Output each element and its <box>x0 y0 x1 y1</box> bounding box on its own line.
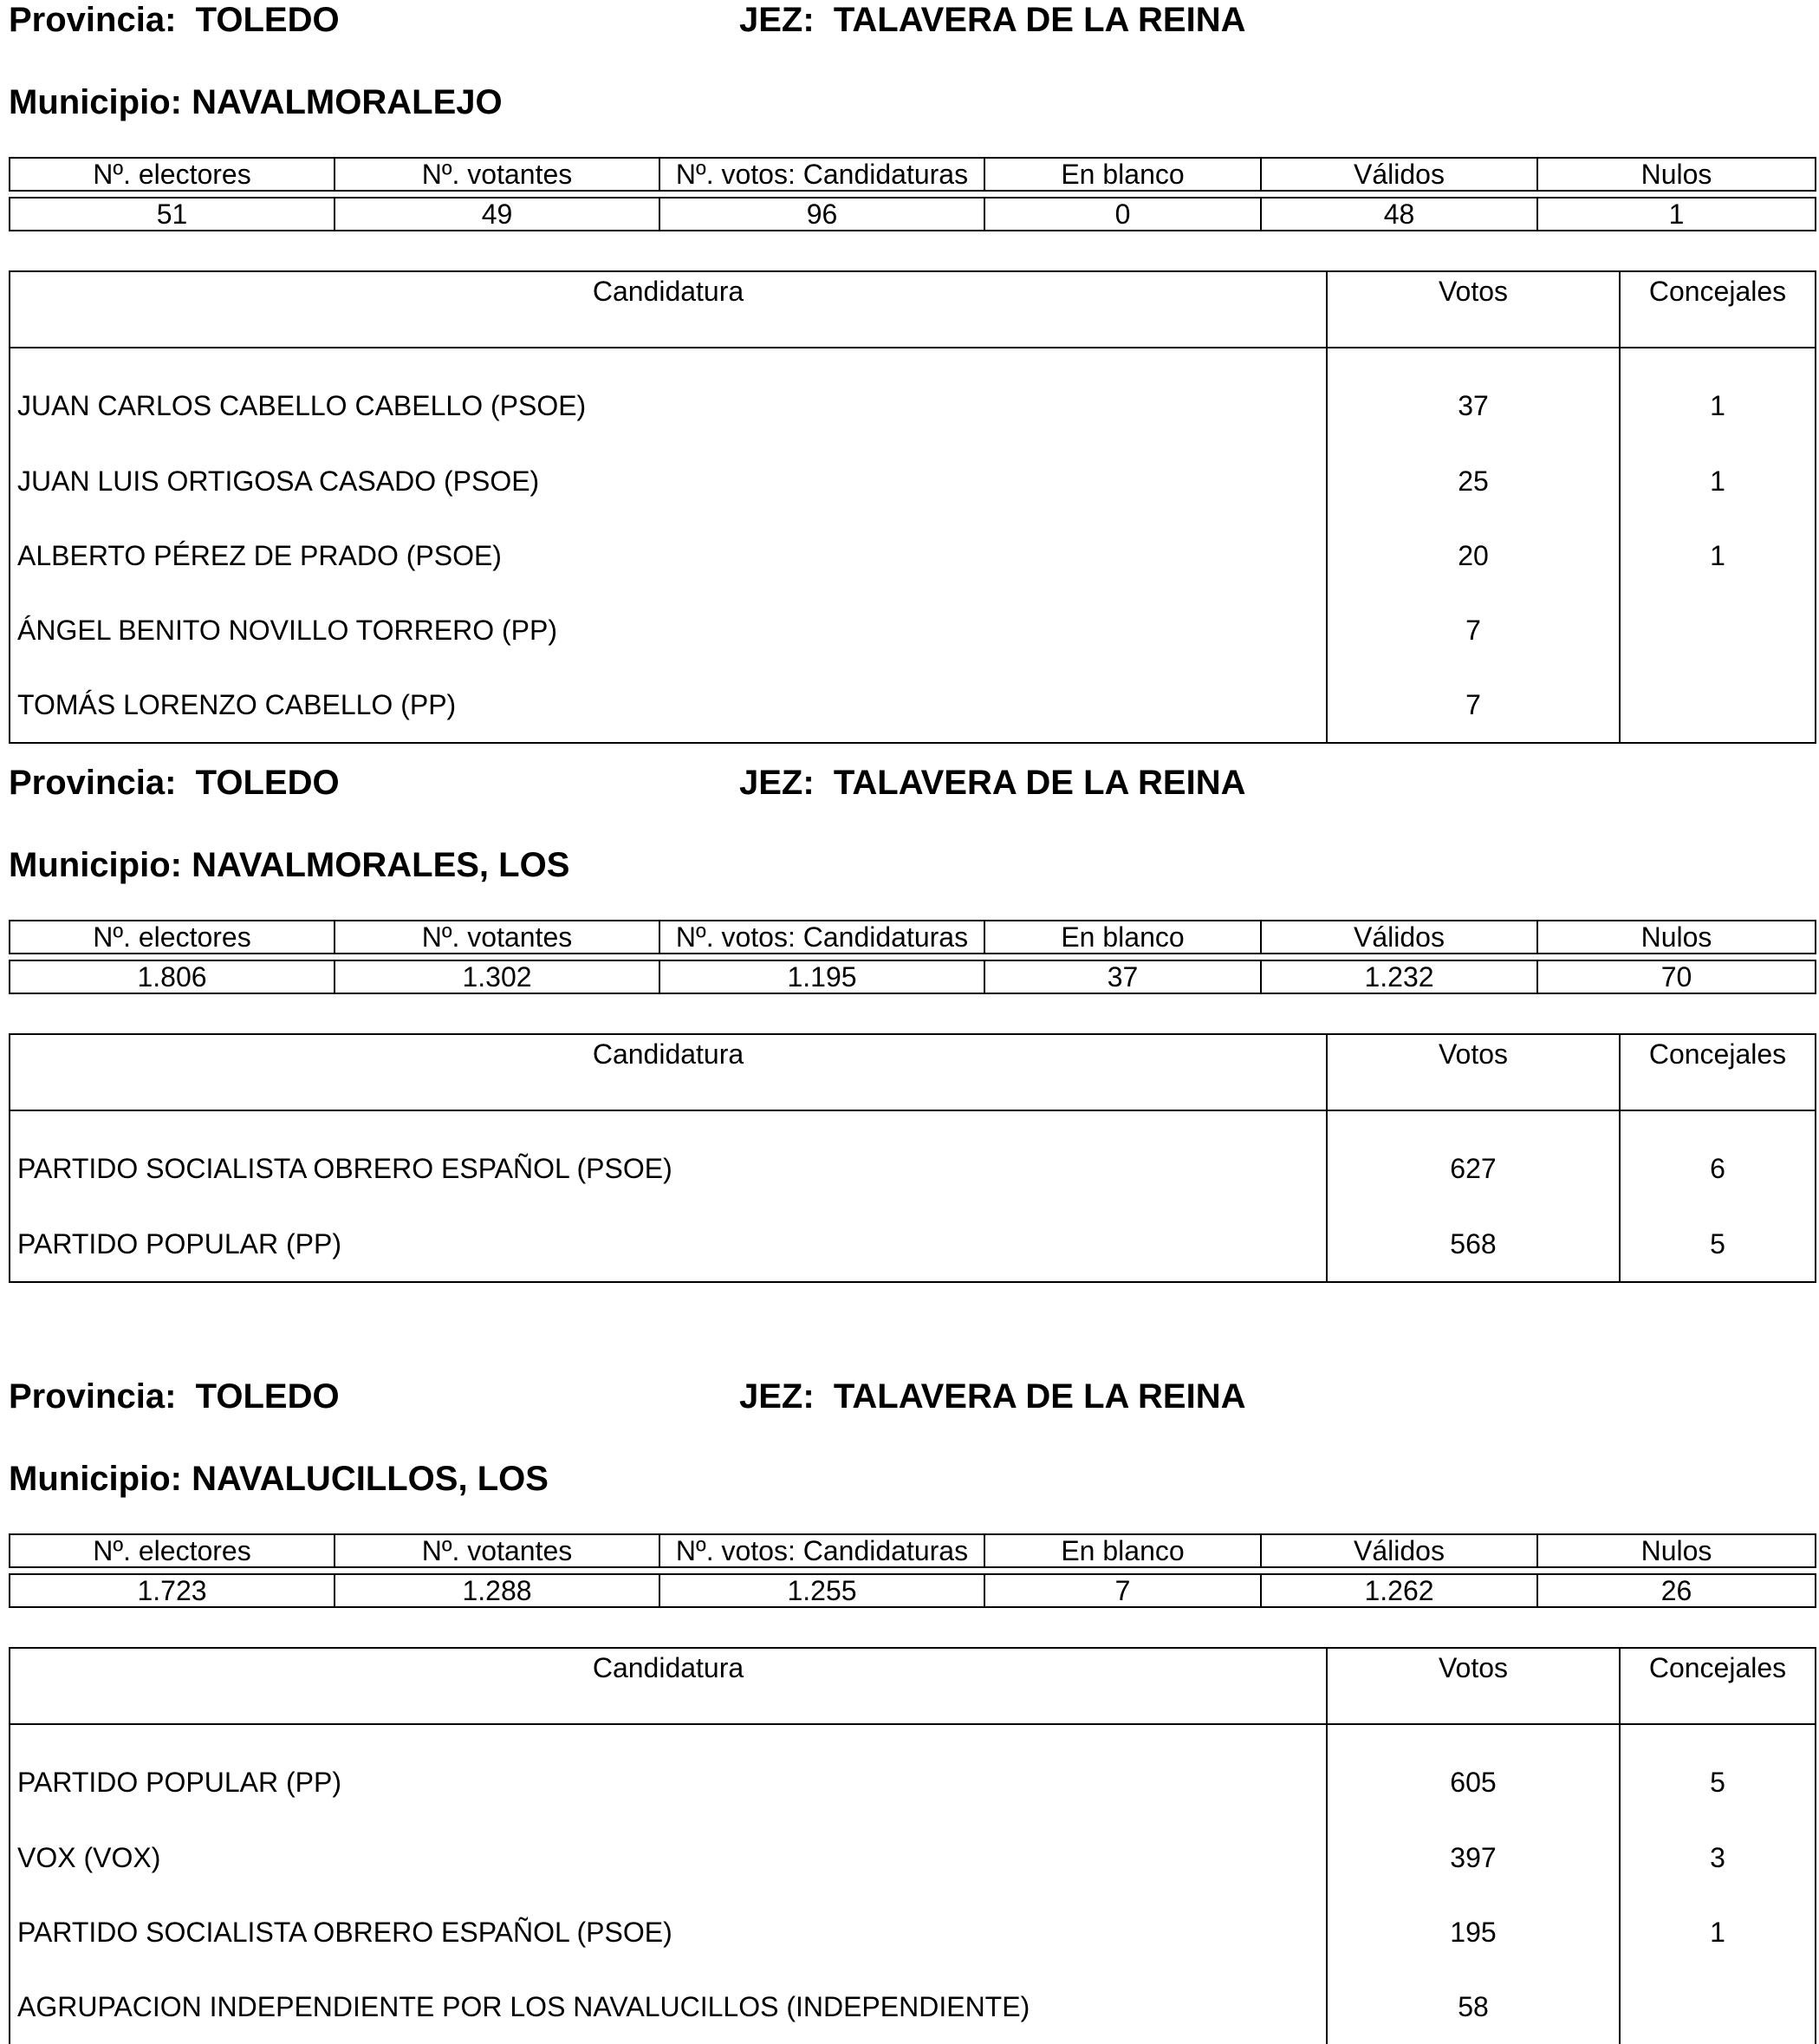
provincia-label: Provincia: <box>9 1 177 39</box>
candidate-votos: 605 <box>1327 1724 1620 1820</box>
candidate-row <box>10 667 1816 743</box>
value-en-blanco: 0 <box>984 198 1261 231</box>
candidate-row <box>10 1110 1816 1207</box>
municipio-value: NAVALMORALEJO <box>192 83 503 121</box>
provincia-label: Provincia: <box>9 1377 177 1416</box>
municipio-label: Municipio: <box>9 1460 182 1498</box>
candidate-votos: 397 <box>1327 1820 1620 1895</box>
header-votos: Votos <box>1327 1034 1620 1110</box>
candidates-header-row <box>10 271 1816 348</box>
candidate-concejales: 1 <box>1620 1895 1816 1969</box>
jez-heading <box>739 0 1245 40</box>
value-electores: 51 <box>10 198 335 231</box>
provincia-value: TOLEDO <box>195 764 340 802</box>
candidate-votos: 195 <box>1327 1895 1620 1969</box>
summary-value-row <box>10 960 1816 993</box>
candidate-votos: 37 <box>1327 348 1620 444</box>
municipio-heading <box>9 82 503 122</box>
gap-cell <box>10 1567 1816 1574</box>
value-nulos: 70 <box>1537 960 1816 993</box>
jez-label: JEZ: <box>739 1 815 39</box>
candidate-concejales: 1 <box>1620 444 1816 518</box>
header-electores: Nº. electores <box>10 921 335 954</box>
candidates-table <box>9 1033 1816 1283</box>
jez-heading <box>739 1377 1245 1416</box>
candidate-name: PARTIDO POPULAR (PP) <box>10 1207 1327 1282</box>
summary-value-row <box>10 198 1816 231</box>
header-votos-candidaturas: Nº. votos: Candidaturas <box>659 921 984 954</box>
candidate-votos: 627 <box>1327 1110 1620 1207</box>
candidate-row <box>10 1895 1816 1969</box>
header-en-blanco: En blanco <box>984 158 1261 191</box>
candidate-concejales: 5 <box>1620 1207 1816 1282</box>
jez-value: TALAVERA DE LA REINA <box>833 1377 1246 1416</box>
municipio-heading <box>9 845 569 885</box>
header-validos: Válidos <box>1261 158 1537 191</box>
value-validos: 1.262 <box>1261 1574 1537 1607</box>
summary-header-row <box>10 921 1816 954</box>
header-votantes: Nº. votantes <box>335 1534 659 1567</box>
candidate-name: TOMÁS LORENZO CABELLO (PP) <box>10 667 1327 743</box>
candidate-name: PARTIDO POPULAR (PP) <box>10 1724 1327 1820</box>
jez-label: JEZ: <box>739 764 815 802</box>
value-validos: 48 <box>1261 198 1537 231</box>
candidate-name: ALBERTO PÉREZ DE PRADO (PSOE) <box>10 518 1327 593</box>
candidate-name: JUAN LUIS ORTIGOSA CASADO (PSOE) <box>10 444 1327 518</box>
jez-label: JEZ: <box>739 1377 815 1416</box>
candidate-votos: 568 <box>1327 1207 1620 1282</box>
header-nulos: Nulos <box>1537 158 1816 191</box>
candidate-row <box>10 1820 1816 1895</box>
provincia-heading <box>9 1377 340 1416</box>
candidates-header-row <box>10 1648 1816 1724</box>
summary-value-row <box>10 1574 1816 1607</box>
candidate-concejales: 6 <box>1620 1110 1816 1207</box>
value-en-blanco: 37 <box>984 960 1261 993</box>
value-votantes: 49 <box>335 198 659 231</box>
candidate-row <box>10 518 1816 593</box>
value-en-blanco: 7 <box>984 1574 1261 1607</box>
value-votos-candidaturas: 96 <box>659 198 984 231</box>
candidate-name: PARTIDO SOCIALISTA OBRERO ESPAÑOL (PSOE) <box>10 1110 1327 1207</box>
provincia-heading <box>9 0 340 40</box>
candidate-concejales: 3 <box>1620 1820 1816 1895</box>
candidates-table <box>9 1647 1816 2044</box>
header-en-blanco: En blanco <box>984 921 1261 954</box>
summary-header-row <box>10 158 1816 191</box>
jez-value: TALAVERA DE LA REINA <box>833 764 1246 802</box>
header-nulos: Nulos <box>1537 1534 1816 1567</box>
row-gap <box>10 954 1816 960</box>
header-validos: Válidos <box>1261 1534 1537 1567</box>
value-nulos: 26 <box>1537 1574 1816 1607</box>
value-electores: 1.723 <box>10 1574 335 1607</box>
candidate-votos: 58 <box>1327 1969 1620 2044</box>
candidate-concejales: 5 <box>1620 1724 1816 1820</box>
value-nulos: 1 <box>1537 198 1816 231</box>
header-candidatura: Candidatura <box>10 1034 1327 1110</box>
candidate-name: JUAN CARLOS CABELLO CABELLO (PSOE) <box>10 348 1327 444</box>
gap-cell <box>10 191 1816 198</box>
header-candidatura: Candidatura <box>10 1648 1327 1724</box>
candidate-name: ÁNGEL BENITO NOVILLO TORRERO (PP) <box>10 593 1327 667</box>
gap-cell <box>10 954 1816 960</box>
candidates-header-row <box>10 1034 1816 1110</box>
summary-header-row <box>10 1534 1816 1567</box>
header-candidatura: Candidatura <box>10 271 1327 348</box>
header-concejales: Concejales <box>1620 271 1816 348</box>
candidate-name: VOX (VOX) <box>10 1820 1327 1895</box>
header-validos: Válidos <box>1261 921 1537 954</box>
candidate-concejales <box>1620 593 1816 667</box>
candidate-row <box>10 593 1816 667</box>
value-votos-candidaturas: 1.255 <box>659 1574 984 1607</box>
header-votos-candidaturas: Nº. votos: Candidaturas <box>659 158 984 191</box>
candidate-row <box>10 1724 1816 1820</box>
municipio-value: NAVALMORALES, LOS <box>192 846 570 884</box>
header-concejales: Concejales <box>1620 1034 1816 1110</box>
municipio-label: Municipio: <box>9 846 182 884</box>
candidate-row <box>10 444 1816 518</box>
value-votantes: 1.288 <box>335 1574 659 1607</box>
candidate-votos: 7 <box>1327 593 1620 667</box>
value-electores: 1.806 <box>10 960 335 993</box>
candidate-votos: 7 <box>1327 667 1620 743</box>
candidate-concejales <box>1620 667 1816 743</box>
value-validos: 1.232 <box>1261 960 1537 993</box>
candidate-name: PARTIDO SOCIALISTA OBRERO ESPAÑOL (PSOE) <box>10 1895 1327 1969</box>
header-en-blanco: En blanco <box>984 1534 1261 1567</box>
candidates-table <box>9 270 1816 744</box>
municipio-heading <box>9 1459 549 1499</box>
header-concejales: Concejales <box>1620 1648 1816 1724</box>
value-votos-candidaturas: 1.195 <box>659 960 984 993</box>
row-gap <box>10 191 1816 198</box>
value-votantes: 1.302 <box>335 960 659 993</box>
header-votos: Votos <box>1327 271 1620 348</box>
municipio-value: NAVALUCILLOS, LOS <box>192 1460 549 1498</box>
provincia-heading <box>9 763 340 803</box>
candidate-concejales <box>1620 1969 1816 2044</box>
provincia-value: TOLEDO <box>195 1377 340 1416</box>
candidate-votos: 20 <box>1327 518 1620 593</box>
provincia-label: Provincia: <box>9 764 177 802</box>
header-votos: Votos <box>1327 1648 1620 1724</box>
jez-heading <box>739 763 1245 803</box>
candidate-concejales: 1 <box>1620 518 1816 593</box>
header-votantes: Nº. votantes <box>335 921 659 954</box>
summary-table <box>9 920 1816 994</box>
municipio-label: Municipio: <box>9 83 182 121</box>
candidate-row <box>10 348 1816 444</box>
candidate-votos: 25 <box>1327 444 1620 518</box>
jez-value: TALAVERA DE LA REINA <box>833 1 1246 39</box>
candidate-concejales: 1 <box>1620 348 1816 444</box>
header-nulos: Nulos <box>1537 921 1816 954</box>
provincia-value: TOLEDO <box>195 1 340 39</box>
header-votantes: Nº. votantes <box>335 158 659 191</box>
header-electores: Nº. electores <box>10 158 335 191</box>
summary-table <box>9 1533 1816 1608</box>
candidate-row <box>10 1207 1816 1282</box>
summary-table <box>9 157 1816 231</box>
row-gap <box>10 1567 1816 1574</box>
candidate-row <box>10 1969 1816 2044</box>
header-votos-candidaturas: Nº. votos: Candidaturas <box>659 1534 984 1567</box>
candidate-name: AGRUPACION INDEPENDIENTE POR LOS NAVALUCILLOS (INDEPENDIENTE) <box>10 1969 1327 2044</box>
header-electores: Nº. electores <box>10 1534 335 1567</box>
